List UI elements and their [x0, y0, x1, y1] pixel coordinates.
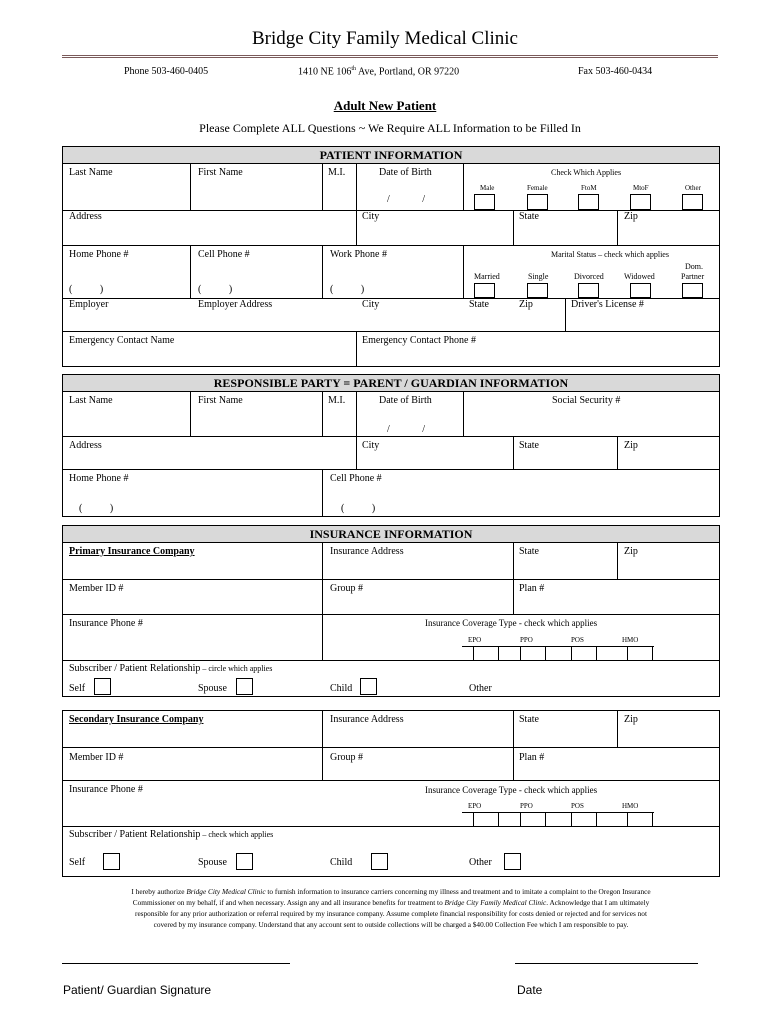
patient-address: Address [69, 211, 102, 222]
marital-widowed-checkbox[interactable] [630, 283, 651, 298]
marital-partner: Partner [681, 272, 705, 281]
secondary-self-checkbox[interactable] [103, 853, 120, 870]
secondary-relationship: Subscriber / Patient Relationship – check which applies [69, 829, 274, 840]
primary-self-checkbox[interactable] [94, 678, 111, 695]
marital-dom: Dom. [685, 262, 703, 271]
patient-cell-paren: ( ) [198, 284, 233, 295]
patient-first-name: First Name [198, 167, 243, 178]
primary-self: Self [69, 683, 86, 694]
secondary-cov-ppo: PPO [520, 802, 533, 810]
primary-plan: Plan # [519, 583, 545, 594]
gender-option-ftom: FtoM [581, 184, 597, 192]
resp-zip: Zip [624, 440, 638, 451]
resp-cell-phone: Cell Phone # [330, 473, 382, 484]
primary-state: State [519, 546, 539, 557]
secondary-zip: Zip [624, 714, 638, 725]
signature-line[interactable] [62, 963, 290, 964]
primary-child: Child [330, 683, 353, 694]
resp-state: State [519, 440, 539, 451]
patient-last-name: Last Name [69, 167, 113, 178]
resp-dob-slashes: / / [387, 424, 426, 435]
date-label: Date [517, 983, 543, 997]
marital-married: Married [474, 272, 500, 281]
secondary-spouse-checkbox[interactable] [236, 853, 253, 870]
secondary-group: Group # [330, 752, 364, 763]
primary-ins-address: Insurance Address [330, 546, 404, 557]
gender-mtof-checkbox[interactable] [630, 194, 651, 210]
marital-status-label: Marital Status – check which applies [551, 250, 669, 259]
primary-zip: Zip [624, 546, 638, 557]
patient-zip: Zip [624, 211, 638, 222]
secondary-member-id: Member ID # [69, 752, 124, 763]
patient-cell-phone: Cell Phone # [198, 249, 250, 260]
patient-dob: Date of Birth [379, 167, 432, 178]
primary-spouse: Spouse [198, 683, 227, 694]
date-line[interactable] [515, 963, 698, 964]
secondary-state: State [519, 714, 539, 725]
primary-child-checkbox[interactable] [360, 678, 377, 695]
secondary-ins-address: Insurance Address [330, 714, 404, 725]
secondary-insurance-section [62, 710, 720, 877]
secondary-coverage-type: Insurance Coverage Type - check which applies [425, 785, 598, 795]
responsible-section-header: RESPONSIBLE PARTY = PARENT / GUARDIAN INFORMATION [62, 374, 720, 392]
secondary-self: Self [69, 857, 86, 868]
secondary-cov-epo: EPO [468, 802, 482, 810]
primary-coverage-type: Insurance Coverage Type - check which applies [425, 618, 598, 628]
resp-first-name: First Name [198, 395, 243, 406]
patient-employer-city: City [362, 299, 380, 310]
resp-address: Address [69, 440, 102, 451]
primary-group: Group # [330, 583, 364, 594]
clinic-fax: Fax 503-460-0434 [578, 66, 653, 77]
resp-cell-paren: ( ) [341, 503, 376, 514]
secondary-cov-pos: POS [571, 802, 584, 810]
secondary-pos-checkbox[interactable] [571, 812, 597, 827]
primary-other: Other [469, 683, 492, 694]
secondary-cov-hmo: HMO [622, 802, 639, 810]
marital-partner-checkbox[interactable] [682, 283, 703, 298]
primary-member-id: Member ID # [69, 583, 124, 594]
primary-hmo-checkbox[interactable] [627, 646, 653, 661]
gender-female-checkbox[interactable] [527, 194, 548, 210]
primary-company: Primary Insurance Company [69, 546, 195, 557]
primary-cov-epo: EPO [468, 636, 482, 644]
patient-home-paren: ( ) [69, 284, 104, 295]
secondary-other: Other [469, 857, 492, 868]
insurance-section-header: INSURANCE INFORMATION [62, 525, 720, 543]
marital-single-checkbox[interactable] [527, 283, 548, 298]
authorization-text: I hereby authorize Bridge City Medical Clinic to furnish information to insurance carriers concerning my illness and treatment and to imitate a complaint to the Oregon Insurance Commissioner on my behalf, if and when necessary. Assign any and all insurance benefits for treatment to Bridge City Family Medical Clinic. Acknowledge that I am ultimately responsible for any prior authorization or referral required by my insurance company. Assume complete financial responsibility for costs denied or rejected and for services not covered by my insurance company. Understand that any account sent to outside collections will be charged a $40.00 Collection Fee which I am responsible to pay. [131, 887, 651, 929]
patient-employer-address: Employer Address [198, 299, 273, 310]
primary-ins-phone: Insurance Phone # [69, 618, 143, 629]
gender-male-checkbox[interactable] [474, 194, 495, 210]
primary-spouse-checkbox[interactable] [236, 678, 253, 695]
clinic-phone: Phone 503-460-0405 [124, 66, 209, 77]
patient-drivers-license: Driver's License # [571, 299, 644, 310]
gender-option-mtof: MtoF [633, 184, 649, 192]
patient-city: City [362, 211, 380, 222]
header-rule [62, 55, 718, 58]
signature-label: Patient/ Guardian Signature [63, 983, 212, 997]
responsible-section [62, 391, 720, 517]
primary-ppo-checkbox[interactable] [520, 646, 546, 661]
primary-relationship: Subscriber / Patient Relationship – circle which applies [69, 663, 273, 674]
secondary-company: Secondary Insurance Company [69, 714, 204, 725]
resp-last-name: Last Name [69, 395, 113, 406]
patient-employer-zip: Zip [519, 299, 533, 310]
marital-single: Single [528, 272, 549, 281]
secondary-child: Child [330, 857, 353, 868]
gender-option-male: Male [480, 184, 495, 192]
patient-state: State [519, 211, 539, 222]
form-title: Adult New Patient [333, 98, 437, 113]
emergency-contact-name: Emergency Contact Name [69, 335, 175, 346]
marital-divorced-checkbox[interactable] [578, 283, 599, 298]
secondary-spouse: Spouse [198, 857, 227, 868]
resp-home-paren: ( ) [79, 503, 114, 514]
patient-work-paren: ( ) [330, 284, 365, 295]
marital-widowed: Widowed [624, 272, 655, 281]
primary-epo-checkbox[interactable] [473, 646, 499, 661]
secondary-ins-phone: Insurance Phone # [69, 784, 143, 795]
clinic-name: Bridge City Family Medical Clinic [252, 28, 518, 49]
resp-mi: M.I. [328, 395, 346, 406]
gender-option-other: Other [685, 184, 701, 192]
resp-city: City [362, 440, 380, 451]
primary-pos-checkbox[interactable] [571, 646, 597, 661]
patient-section-header: PATIENT INFORMATION [62, 146, 720, 164]
resp-home-phone: Home Phone # [69, 473, 129, 484]
emergency-contact-phone: Emergency Contact Phone # [362, 335, 476, 346]
gender-ftom-checkbox[interactable] [578, 194, 599, 210]
primary-cov-hmo: HMO [622, 636, 639, 644]
secondary-hmo-checkbox[interactable] [627, 812, 653, 827]
resp-ssn: Social Security # [552, 395, 621, 406]
form-instructions: Please Complete ALL Questions ~ We Require ALL Information to be Filled In [199, 121, 581, 135]
gender-check-label: Check Which Applies [551, 168, 622, 177]
clinic-address: 1410 NE 106th Ave, Portland, OR 97220 [298, 66, 460, 78]
secondary-plan: Plan # [519, 752, 545, 763]
secondary-other-checkbox[interactable] [504, 853, 521, 870]
marital-divorced: Divorced [574, 272, 604, 281]
gender-option-female: Female [527, 184, 548, 192]
gender-other-checkbox[interactable] [682, 194, 703, 210]
patient-employer: Employer [69, 299, 109, 310]
primary-cov-ppo: PPO [520, 636, 533, 644]
secondary-ppo-checkbox[interactable] [520, 812, 546, 827]
resp-dob: Date of Birth [379, 395, 432, 406]
patient-home-phone: Home Phone # [69, 249, 129, 260]
patient-dob-slashes: / / [387, 194, 426, 205]
marital-married-checkbox[interactable] [474, 283, 495, 298]
patient-mi: M.I. [328, 167, 346, 178]
primary-cov-pos: POS [571, 636, 584, 644]
patient-work-phone: Work Phone # [330, 249, 387, 260]
secondary-epo-checkbox[interactable] [473, 812, 499, 827]
patient-employer-state: State [469, 299, 489, 310]
secondary-child-checkbox[interactable] [371, 853, 388, 870]
